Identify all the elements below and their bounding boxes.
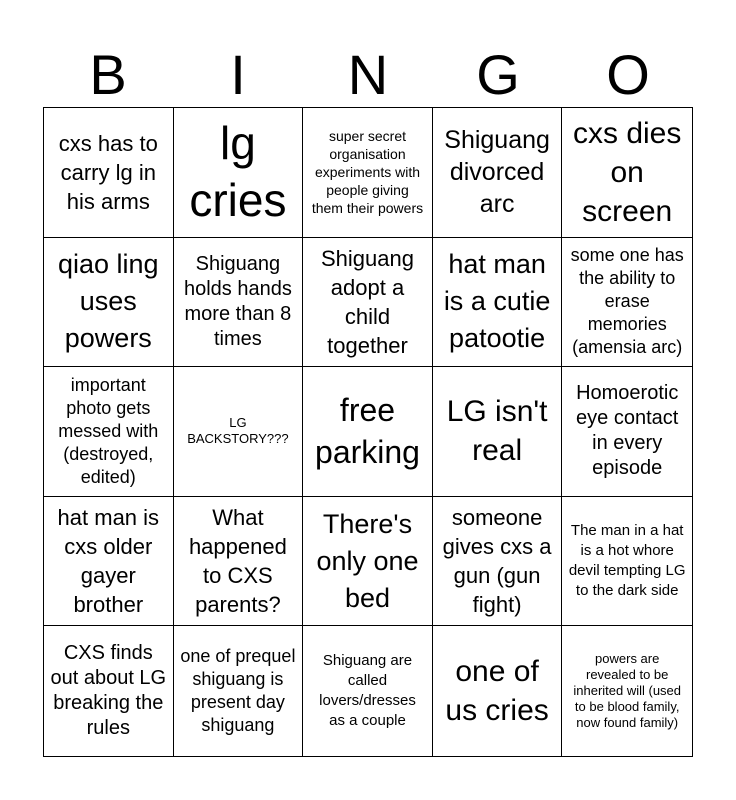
bingo-cell[interactable] [303,626,433,756]
cell-text: someone gives cxs a gun (gun fight) [442,505,552,618]
cell-text: hat man is cxs older gayer brother [57,505,160,618]
bingo-cell[interactable] [44,108,174,238]
header-letter-b: B [89,43,127,106]
cell-text: What happened to CXS parents? [188,505,287,618]
bingo-board [43,107,693,757]
header-letter-i: I [230,43,246,106]
cell-text: Shiguang divorced arc [444,126,550,219]
cell-text: Shiguang holds hands more than 8 times [183,252,292,350]
cell-text: important photo gets messed with (destroyed, edited) [58,374,159,487]
cell-text: Shiguang adopt a child together [321,245,414,358]
bingo-cell[interactable] [433,367,563,497]
bingo-cell[interactable] [303,108,433,238]
cell-text: LG isn't real [446,395,548,468]
bingo-cell[interactable] [44,497,174,627]
cell-text: There's only one bed [316,508,419,613]
bingo-cell[interactable] [562,626,692,756]
cell-text: lg cries [189,117,287,227]
bingo-cell[interactable] [174,108,304,238]
bingo-cell[interactable] [562,108,692,238]
cell-text: cxs dies on screen [573,116,682,228]
cell-text: Shiguang are called lovers/dresses as a couple [319,652,416,730]
bingo-cell[interactable] [174,238,304,368]
cell-text: LG BACKSTORY??? [187,415,289,447]
cell-text: hat man is a cutie patootie [443,249,551,354]
bingo-cell[interactable] [303,497,433,627]
header-letter-n: N [347,43,389,106]
cell-text: cxs has to carry lg in his arms [58,130,158,214]
cell-text: CXS finds out about LG breaking the rules [50,642,167,740]
cell-text: some one has the ability to erase memories (amensia arc) [570,245,684,358]
bingo-cell[interactable] [433,497,563,627]
cell-text: one of us cries [445,655,549,728]
bingo-cell[interactable] [433,626,563,756]
bingo-cell[interactable] [562,367,692,497]
cell-text: free parking [315,392,420,471]
bingo-cell[interactable] [174,497,304,627]
bingo-cell[interactable] [433,108,563,238]
bingo-cell[interactable] [44,626,174,756]
bingo-cell[interactable] [174,626,304,756]
bingo-cell[interactable] [303,367,433,497]
cell-text: one of prequel shiguang is present day shiguang [180,646,296,736]
cell-text: powers are revealed to be inherited will (used to be blood family, now found family) [573,651,682,731]
cell-text: qiao ling uses powers [58,249,159,354]
header-letter-o: O [606,43,650,106]
cell-text: super secret organisation experiments with people giving them their powers [311,128,424,217]
bingo-cell[interactable] [433,238,563,368]
header-letter-g: G [476,43,520,106]
bingo-cell[interactable] [303,238,433,368]
cell-text: The man in a hat is a hot whore devil tempting LG to the dark side [568,522,686,600]
bingo-cell[interactable] [562,497,692,627]
bingo-cell[interactable] [44,367,174,497]
bingo-cell[interactable] [44,238,174,368]
bingo-cell[interactable] [174,367,304,497]
bingo-header [43,42,693,108]
cell-text: Homoerotic eye contact in every episode [576,382,679,480]
bingo-cell[interactable] [562,238,692,368]
